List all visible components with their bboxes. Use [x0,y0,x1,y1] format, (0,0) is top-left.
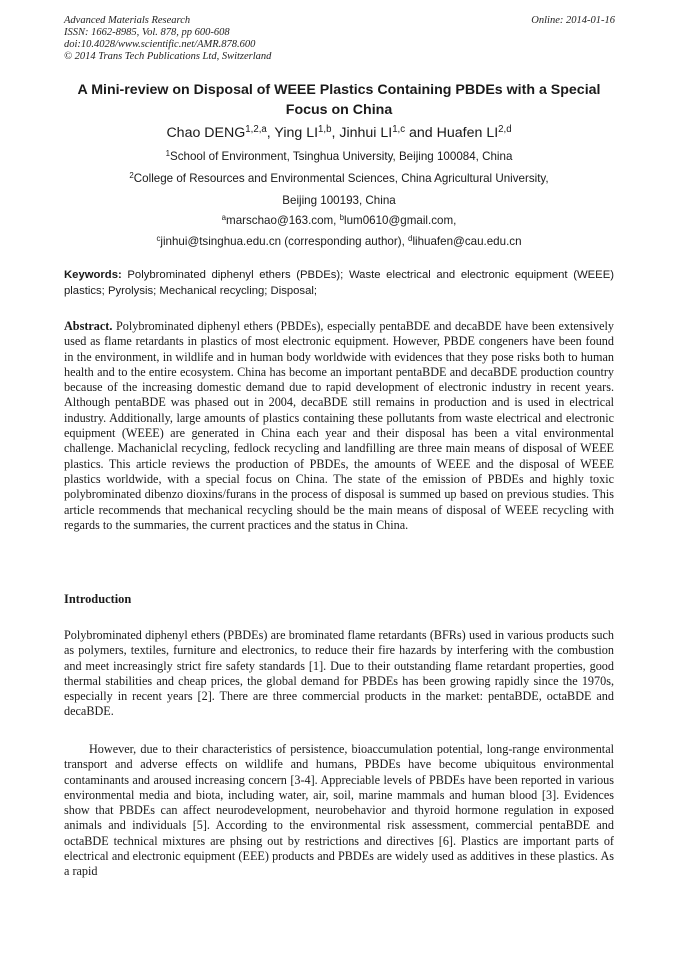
journal-header [64,15,271,63]
email-d: lihuafen@cau.edu.cn [412,235,522,248]
author-sep: , [331,125,340,141]
journal-name: Advanced Materials Research [64,15,191,26]
email-sup: a [221,212,227,222]
email-sup: c [156,233,161,243]
author-name: Ying LI [274,125,319,141]
author-sep: and [405,125,437,141]
affiliation-text: College of Resources and Environmental Sciences, China Agricultural University, [133,172,549,185]
doi-line: doi:10.4028/www.scientific.net/AMR.878.600 [64,39,256,50]
author-name: Huafen LI [436,125,499,141]
intro-paragraph-1: Polybrominated diphenyl ethers (PBDEs) are brominated flame retardants (BFRs) used in various products such as polymers, textiles, furniture and electronics, to reduce their fire hazards by interfering with the combustion and meet increasingly strict fire safety standards [1]. Due to their outstanding flame retardant properties, good thermal stabilities and cheap prices, the global demand for PBDEs has been growing rapidly since the 1970s, especially in recent years [2]. There are three commercial products in the market: pentaBDE, octaBDE and decaBDE. [64,628,614,719]
author-name: Jinhui LI [339,125,393,141]
keywords-text: Polybrominated diphenyl ethers (PBDEs); Waste electrical and electronic equipment (WEEE) plastics; Pyrolysis; Mechanical recycling; Disposal; [64,269,614,297]
email-a: marschao@163.com, [226,214,340,227]
affiliation-sup: 2 [129,170,134,180]
email-c: jinhui@tsinghua.edu.cn (corresponding author), [160,235,409,248]
affiliation-2 [64,172,614,186]
intro-paragraph-2: However, due to their characteristics of persistence, bioaccumulation potential, long-range environmental transport and adverse effects on wildlife and humans, PBDEs have become ubiquitous environmental contaminants and aroused increasing concern [3-4]. Appreciable levels of PBDEs have been reported in various environmental media and biota, including water, air, soil, marine mammals and human blood [3]. Evidences show that PBDEs can affect neurodevelopment, neurobehavior and thyroid hormone regulation in exposed animals and individuals [5]. According to the environmental risk assessment, commercial pentaBDE and octaBDE technical mixtures are phsing out by restrictions and directives [6]. Plastics are important parts of electrical and electronic equipment (EEE) products and PBDEs are widely used as additives in these plastics. As a rapid [64,742,614,879]
author-sup: 1,c [392,123,406,135]
author-sup: 1,2,a [245,123,267,135]
author-sep: , [266,125,275,141]
issn-line: ISSN: 1662-8985, Vol. 878, pp 600-608 [64,27,230,38]
affiliation-sup: 1 [165,148,170,158]
author-name: Chao DENG [166,125,246,141]
email-line-1 [64,214,614,228]
affiliation-text: School of Environment, Tsinghua University, Beijing 100084, China [169,150,513,163]
abstract-label: Abstract. [64,319,113,333]
author-sup: 1,b [318,123,332,135]
keywords-label: Keywords: [64,269,122,281]
online-date: Online: 2014-01-16 [531,15,615,26]
affiliation-1 [64,150,614,164]
affiliation-2-cont: Beijing 100193, China [282,194,396,207]
author-list [64,124,614,142]
email-sup: d [408,233,413,243]
copyright-line: © 2014 Trans Tech Publications Ltd, Switzerland [64,51,272,62]
author-sup: 2,d [498,123,512,135]
abstract [64,319,614,533]
section-heading-introduction: Introduction [64,592,132,606]
email-b: lum0610@gmail.com, [344,214,457,227]
paper-title: A Mini-review on Disposal of WEEE Plastics Containing PBDEs with a Special Focus on China [77,82,601,118]
abstract-text: Polybrominated diphenyl ethers (PBDEs), especially pentaBDE and decaBDE have been extensively used as flame retardants in plastics of most electronic equipment. However, PBDE congeners have been found in the environment, in wildlife and in human body worldwide with evidences that they pose risks both to human health and to the entire ecosystem. China has become an important pentaBDE and decaBDE production country because of the increasing domestic demand due to rapid development of electronic industry in recent years. Although pentaBDE was phased out in 2004, decaBDE still remains in production and is used in electrical industry. Additionally, large amounts of plastics containing these pollutants from waste electrical and electronic equipment (WEEE) are generated in China each year and their disposal has been a vital environmental challenge. Machaniclal recycling, fedlock recycling and landfilling are three main means of disposal of WEEE plastics. This article reviews the production of PBDEs, the amounts of WEEE and the disposal of WEEE plastics worldwide, with a special focus on China. The state of the emission of PBDEs and highly toxic polybrominated dibenzo dioxins/furans in the process of disposal is summed up based on previous studies. This article recommends that mechanical recycling should be the main means of disposal of WEEE recycling with regards to the summaries, the current practices and the status in China. [64,319,614,532]
email-line-2 [64,235,614,249]
keywords [64,268,614,299]
email-sup: b [339,212,345,222]
